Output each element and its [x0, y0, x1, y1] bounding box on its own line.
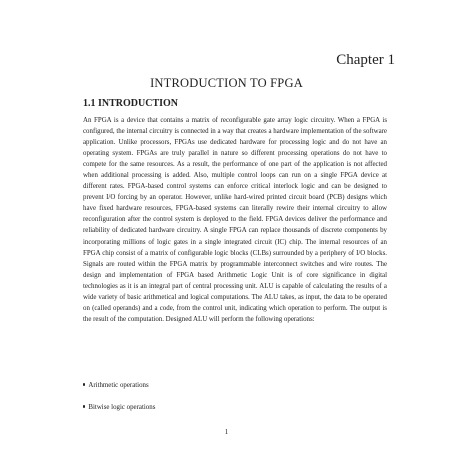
page-number: 1: [224, 428, 229, 436]
chapter-label: Chapter 1: [336, 52, 395, 68]
bullet-text: Arithmetic operations: [88, 382, 149, 389]
bullet-icon: [83, 405, 85, 407]
section-heading: 1.1 INTRODUCTION: [83, 98, 179, 109]
bullet-item: [83, 402, 383, 413]
bullet-text: Bitwise logic operations: [88, 404, 156, 411]
body-paragraph: An FPGA is a device that contains a matrix of reconfigurable gate array logic circuitry. When a FPGA is configured, the internal circuitry is connected in a way that creates a hardware implementation of the software application. Unlike processors, FPGAs use dedicated hardware for processing logic and do not have an operating system. FPGAs are truly parallel in nature so different processing operations do not have to compete for the same resources. As a result, the performance of one part of the application is not affected when additional processing is added. Also, multiple control loops can run on a single FPGA device at different rates. FPGA-based control systems can enforce critical interlock logic and can be designed to prevent I/O forcing by an operator. However, unlike hard-wired printed circuit board (PCB) designs which have fixed hardware resources, FPGA-based systems can literally rewire their internal circuitry to allow reconfiguration after the control system is deployed to the field. FPGA devices deliver the performance and reliability of dedicated hardware circuitry. A single FPGA can replace thousands of discrete components by incorporating millions of logic gates in a single integrated circuit (IC) chip. The internal resources of an FPGA chip consist of a matrix of configurable logic blocks (CLBs) surrounded by a periphery of I/O blocks. Signals are routed within the FPGA matrix by programmable interconnect switches and wire routes. The design and implementation of FPGA based Arithmetic Logic Unit is of core significance in digital technologies as it is an integral part of central processing unit. ALU is capable of calculating the results of a wide variety of basic arithmetical and logical computations. The ALU takes, as input, the data to be operated on (called operands) and a code, from the control unit, indicating which operation to perform. The output is the result of the computation. Designed ALU will perform the following operations:: [83, 117, 387, 323]
chapter-title: INTRODUCTION TO FPGA: [150, 76, 303, 90]
bullet-item: [83, 380, 383, 391]
bullet-list: [83, 380, 383, 424]
bullet-icon: [83, 383, 85, 385]
